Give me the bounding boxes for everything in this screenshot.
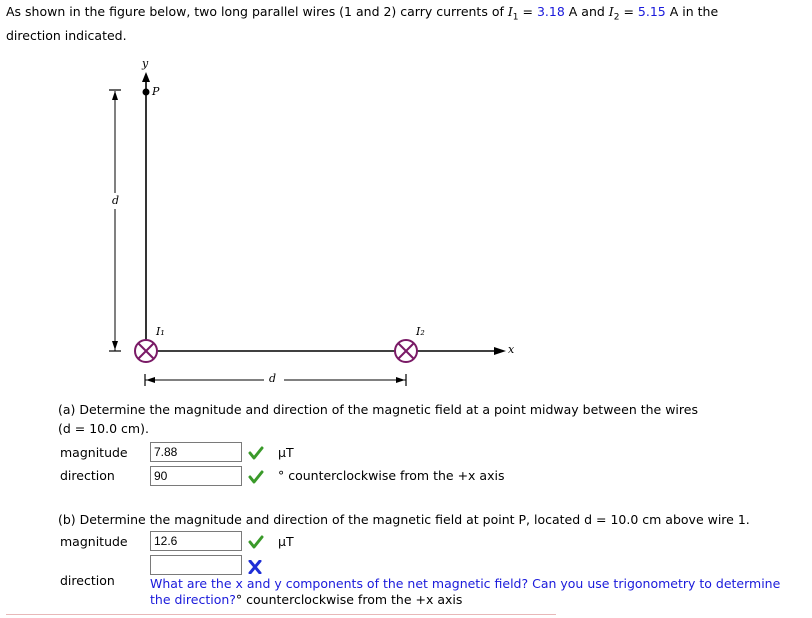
part-a-magnitude-unit: µT [278, 445, 294, 460]
part-b-magnitude-label: magnitude [60, 534, 128, 549]
part-a-direction-label: direction [60, 468, 115, 483]
part-b-direction-incorrect-x-icon [247, 560, 263, 574]
i1-subscript: 1 [512, 12, 519, 23]
horizontal-dimension-left-arrow [146, 377, 155, 383]
intro-text-start: As shown in the figure below, two long parallel wires (1 and 2) carry currents of [6, 4, 508, 19]
part-b-direction-input[interactable] [150, 555, 242, 575]
part-b-hint-direction: the direction? [150, 592, 236, 607]
equals-2: = [619, 4, 638, 19]
intro-line-2: direction indicated. [6, 28, 127, 43]
part-b-hint-line-2 [150, 592, 462, 608]
y-axis-label: y [142, 57, 149, 70]
i2-value: 5.15 [637, 4, 666, 19]
horizontal-d-label: d [269, 372, 277, 385]
vertical-dimension-top-arrow [112, 91, 118, 100]
equals-1: = [518, 4, 537, 19]
bottom-divider [6, 614, 556, 615]
part-a-direction-unit: ° counterclockwise from the +x axis [278, 468, 505, 483]
wire-1-label: I₁ [156, 325, 165, 338]
horizontal-dimension-right-arrow [396, 377, 405, 383]
x-axis-arrowhead [494, 347, 506, 355]
part-a-magnitude-label: magnitude [60, 445, 128, 460]
point-p-label: P [152, 85, 160, 98]
i2-subscript: 2 [613, 12, 620, 23]
wire-1-into-page-icon [135, 340, 157, 362]
point-p-dot [143, 89, 150, 96]
part-a-magnitude-input[interactable]: 7.88 [150, 442, 242, 462]
part-a-question-line-1: (a) Determine the magnitude and direction of the magnetic field at a point midway between the wires [58, 402, 698, 417]
part-a-direction-correct-check-icon [248, 470, 264, 484]
x-axis-label: x [508, 343, 515, 356]
i1-symbol: I [507, 4, 513, 19]
wire-2-into-page-icon [395, 340, 417, 362]
y-axis-arrowhead [142, 72, 150, 82]
part-b-magnitude-correct-check-icon [248, 535, 264, 549]
part-b-hint-line-1: What are the x and y components of the net magnetic field? Can you use trigonometry to determine [150, 576, 781, 591]
vertical-d-label: d [112, 194, 120, 207]
part-a-direction-input[interactable]: 90 [150, 466, 242, 486]
part-a-question-line-2: (d = 10.0 cm). [58, 421, 149, 436]
part-b-magnitude-input[interactable]: 12.6 [150, 531, 242, 551]
part-b-direction-unit: ° counterclockwise from the +x axis [235, 592, 463, 607]
part-b-direction-label: direction [60, 573, 115, 588]
and-text: A and [564, 4, 609, 19]
part-b-question: (b) Determine the magnitude and direction of the magnetic field at point P, located d = 10.0 cm above wire 1. [58, 512, 750, 527]
wire-2-label: I₂ [416, 325, 425, 338]
i1-value: 3.18 [536, 4, 565, 19]
part-a-magnitude-correct-check-icon [248, 446, 264, 460]
i2-symbol: I [608, 4, 614, 19]
vertical-dimension-bottom-arrow [112, 341, 118, 350]
intro-line-end: A in the [665, 4, 719, 19]
part-b-magnitude-unit: µT [278, 534, 294, 549]
